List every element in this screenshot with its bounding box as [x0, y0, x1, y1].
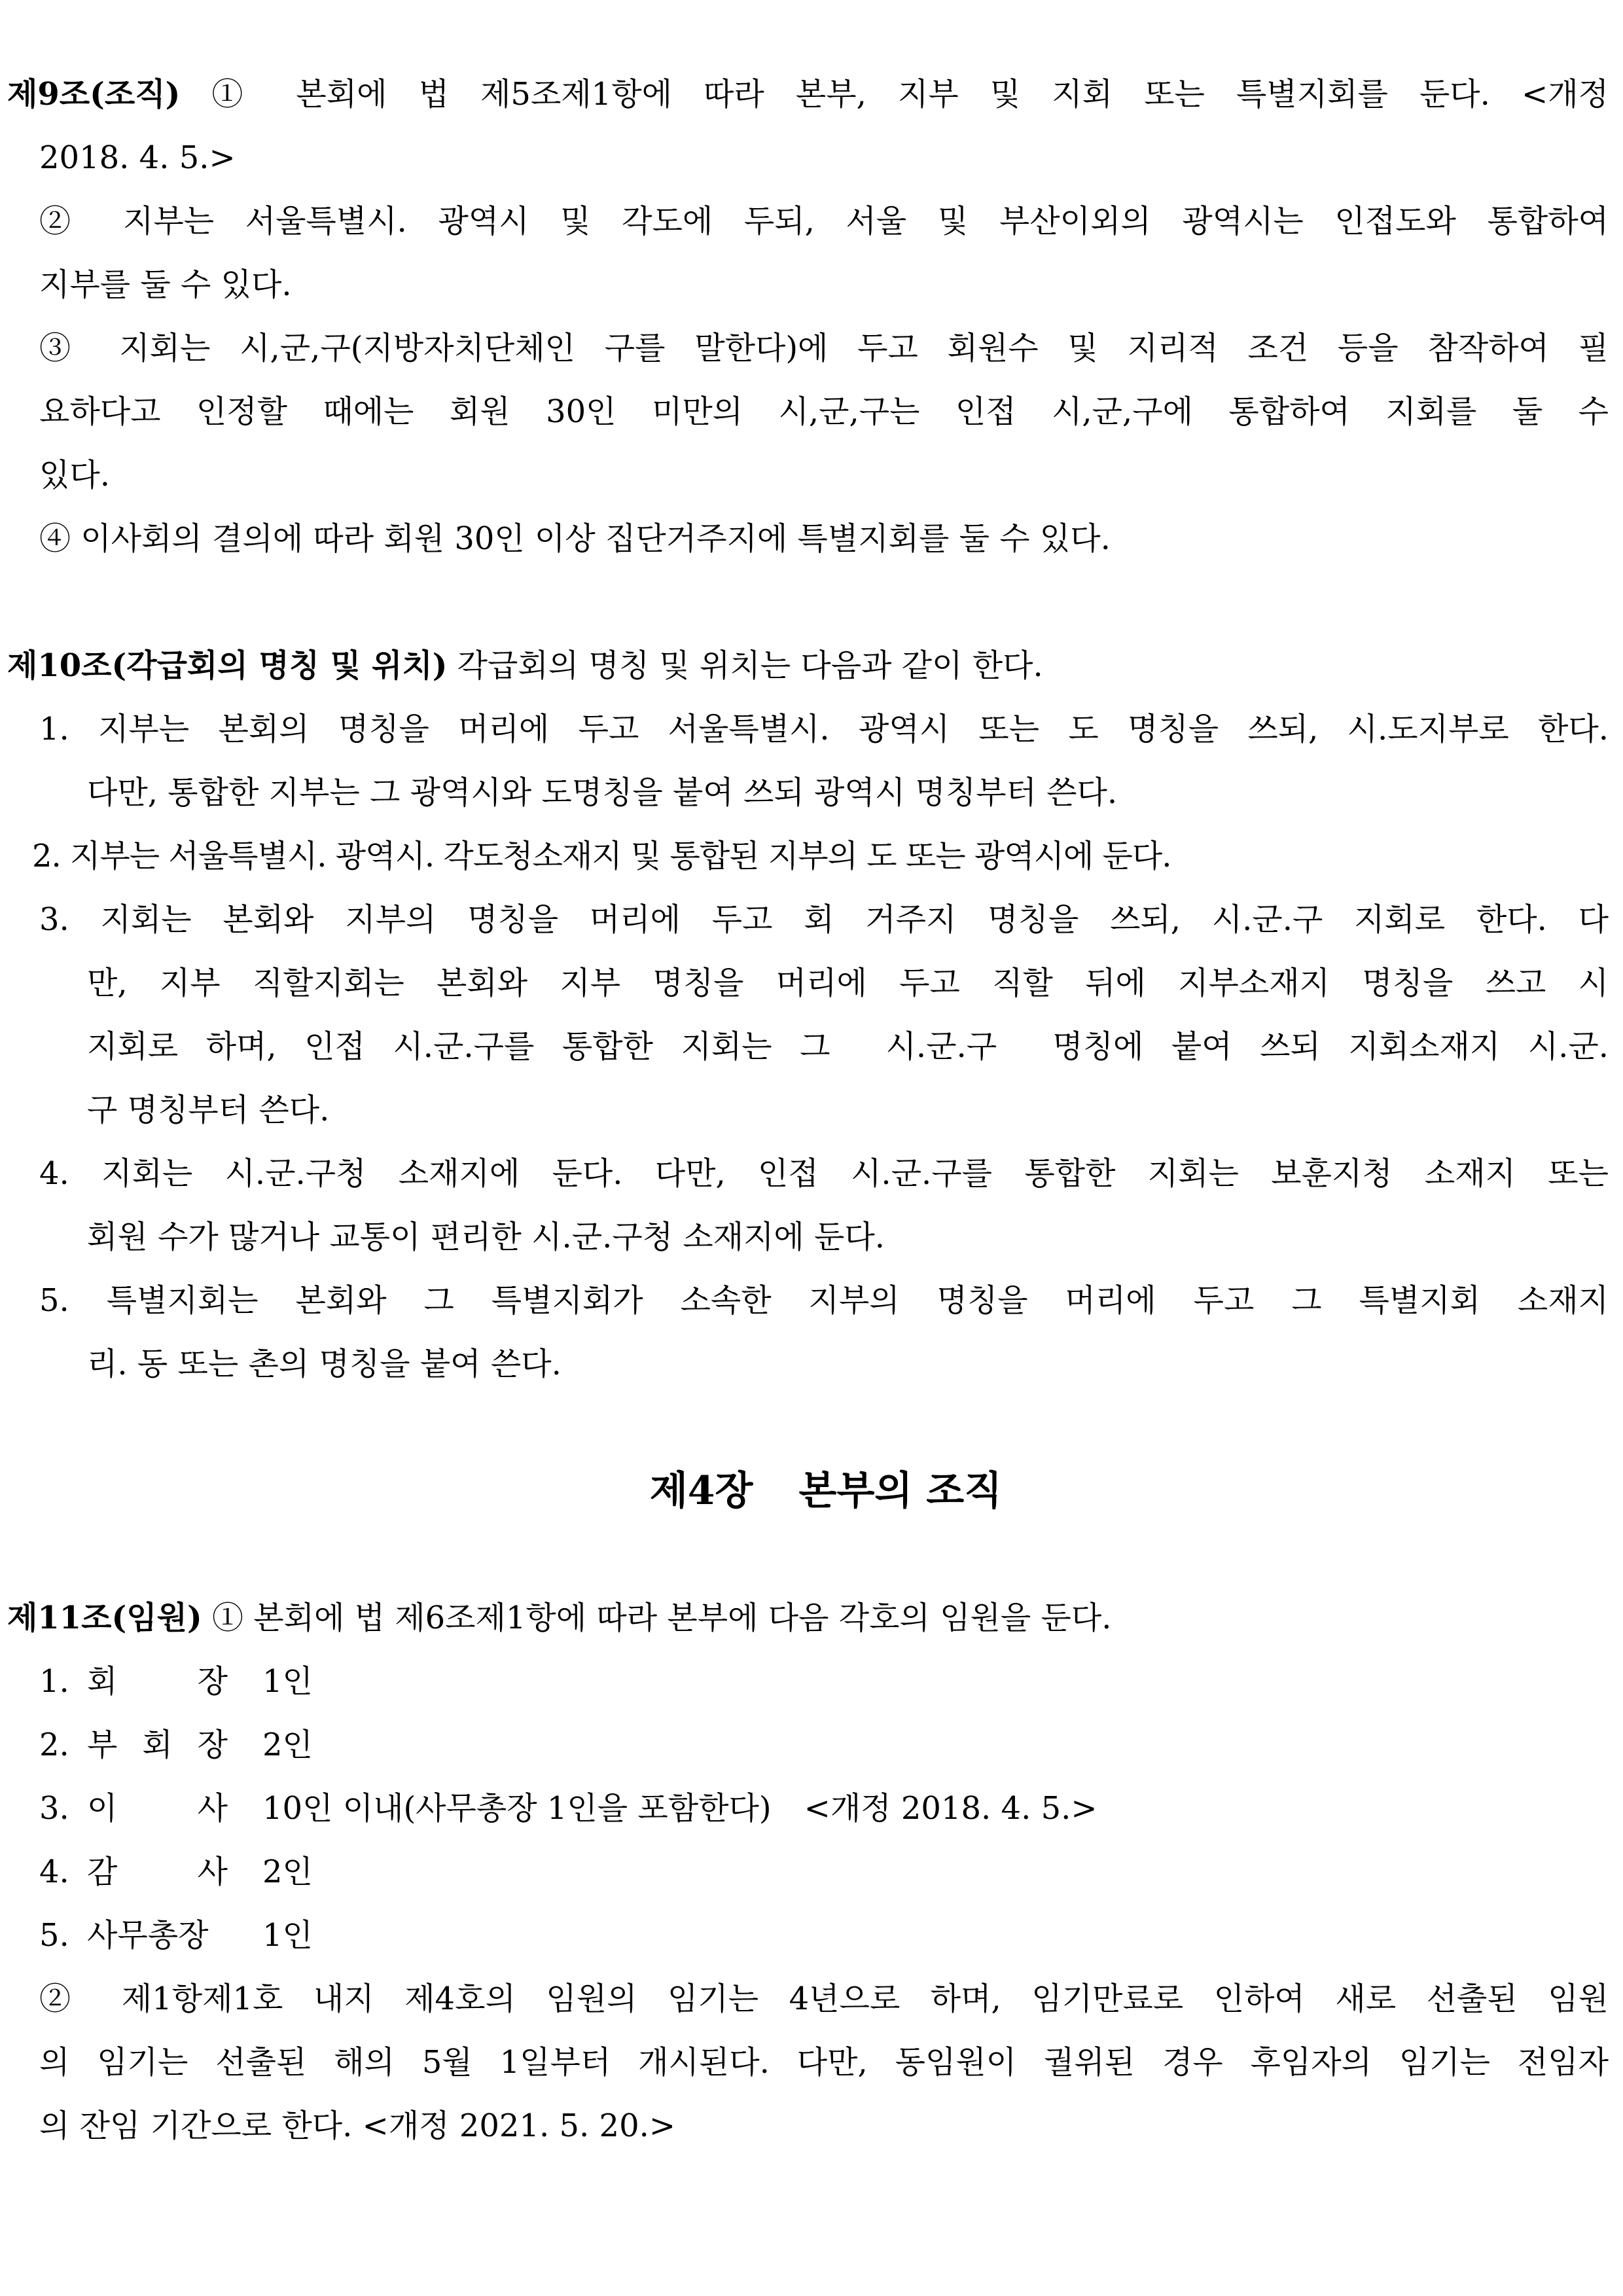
article10-item-5: 5. 특별지회는 본회와 그 특별지회가 소속한 지부의 명칭을 머리에 두고 그 특별지회 소재지	[39, 1282, 1609, 1319]
article10-item-3: 3. 지회는 본회와 지부의 명칭을 머리에 두고 회 거주지 명칭을 쓰되, 시.군.구 지회로 한다. 다	[39, 901, 1609, 938]
article9-clause-1-revision: 2018. 4. 5.>	[39, 139, 236, 176]
paragraph-spacer	[0, 1396, 1609, 1460]
officer-item-count: 10인 이내(사무총장 1인을 포함한다)	[262, 1790, 772, 1827]
officer-item-label: 감 사	[87, 1854, 228, 1890]
officer-item-count: 2인	[262, 1854, 313, 1890]
article9-clause-3-cont-2: 있다.	[39, 457, 110, 493]
article9-heading: 제9조(조직)	[7, 76, 181, 113]
article9-line-1	[7, 63, 1609, 126]
article10-item-3-cont-2: 지회로 하며, 인접 시.군.구를 통합한 지회는 그 시.군.구 명칭에 붙여 쓰되 지회소재지 시.군.	[87, 1028, 1609, 1065]
officer-item-number: 2.	[39, 1727, 69, 1763]
chapter-title: 본부의 조직	[798, 1468, 1003, 1514]
officer-item-number: 3.	[39, 1790, 69, 1827]
paragraph-spacer	[0, 571, 1609, 634]
officer-item-count: 1인	[262, 1663, 313, 1700]
article10-item-4-cont: 회원 수가 많거나 교통이 편리한 시.군.구청 소재지에 둔다.	[87, 1219, 885, 1255]
officer-item-count: 2인	[262, 1727, 313, 1763]
officer-item-label: 이 사	[87, 1790, 228, 1827]
article11-clause-2-cont-2: 의 잔임 기간으로 한다. <개정 2021. 5. 20.>	[39, 2108, 676, 2144]
officer-item-president	[39, 1650, 1609, 1713]
article10-line-1	[7, 634, 1609, 698]
chapter-number: 제4장	[649, 1468, 753, 1514]
article9-clause-3: ③ 지회는 시,군,구(지방자치단체인 구를 말한다)에 두고 회원수 및 지리적 조건 등을 참작하여 필	[39, 330, 1609, 367]
article9-clause-2: ② 지부는 서울특별시. 광역시 및 각도에 두되, 서울 및 부산이외의 광역시는 인접도와 통합하여	[39, 203, 1609, 240]
article11-line-1	[7, 1587, 1609, 1650]
article9-clause-3-cont-1: 요하다고 인정할 때에는 회원 30인 미만의 시,군,구는 인접 시,군,구에 통합하여 지회를 둘 수	[39, 393, 1609, 430]
chapter-heading	[0, 1460, 1609, 1523]
article10-item-2: 2. 지부는 서울특별시. 광역시. 각도청소재지 및 통합된 지부의 도 또는 광역시에 둔다.	[32, 838, 1171, 874]
officer-item-vice-president	[39, 1713, 1609, 1777]
article11-intro: ① 본회에 법 제6조제1항에 따라 본부에 다음 각호의 임원을 둔다.	[211, 1600, 1112, 1636]
paragraph-spacer	[0, 1523, 1609, 1587]
officer-item-number: 1.	[39, 1663, 69, 1700]
officer-item-revision-note: <개정 2018. 4. 5.>	[804, 1790, 1097, 1827]
article10-item-5-cont: 리. 동 또는 촌의 명칭을 붙여 쓴다.	[87, 1346, 562, 1382]
officer-item-label: 사무총장	[87, 1917, 209, 1954]
article11-heading: 제11조(임원)	[7, 1600, 202, 1636]
article10-intro: 각급회의 명칭 및 위치는 다음과 같이 한다.	[457, 647, 1043, 684]
article10-item-3-cont-1: 만, 지부 직할지회는 본회와 지부 명칭을 머리에 두고 직할 뒤에 지부소재지 명칭을 쓰고 시	[87, 965, 1609, 1001]
officer-item-number: 5.	[39, 1917, 69, 1954]
officer-item-number: 4.	[39, 1854, 69, 1890]
officer-item-auditor	[39, 1840, 1609, 1904]
article11-clause-2: ② 제1항제1호 내지 제4호의 임원의 임기는 4년으로 하며, 임기만료로 인하여 새로 선출된 임원	[39, 1981, 1609, 2017]
article10-item-1-cont: 다만, 통합한 지부는 그 광역시와 도명칭을 붙여 쓰되 광역시 명칭부터 쓴다.	[87, 774, 1118, 811]
officer-item-label: 부 회 장	[87, 1727, 228, 1763]
officer-item-secretary-general	[39, 1904, 1609, 1967]
article10-item-4: 4. 지회는 시.군.구청 소재지에 둔다. 다만, 인접 시.군.구를 통합한 지회는 보훈지청 소재지 또는	[39, 1155, 1609, 1192]
officer-item-director	[39, 1777, 1609, 1840]
article10-item-3-cont-3: 구 명칭부터 쓴다.	[87, 1092, 330, 1128]
officer-item-count: 1인	[262, 1917, 313, 1954]
article10-item-1: 1. 지부는 본회의 명칭을 머리에 두고 서울특별시. 광역시 또는 도 명칭을 쓰되, 시.도지부로 한다.	[39, 711, 1609, 747]
article11-clause-2-cont-1: 의 임기는 선출된 해의 5월 1일부터 개시된다. 다만, 동임원이 궐위된 경우 후임자의 임기는 전임자	[39, 2044, 1609, 2081]
article9-clause-4: ④ 이사회의 결의에 따라 회원 30인 이상 집단거주지에 특별지회를 둘 수 있다.	[39, 520, 1111, 557]
article9-clause-1: ① 본회에 법 제5조제1항에 따라 본부, 지부 및 지회 또는 특별지회를 둔다. <개정	[211, 76, 1609, 113]
article10-heading: 제10조(각급회의 명칭 및 위치)	[7, 647, 448, 684]
officer-item-label: 회 장	[87, 1663, 228, 1700]
article9-clause-2-cont: 지부를 둘 수 있다.	[39, 266, 292, 303]
